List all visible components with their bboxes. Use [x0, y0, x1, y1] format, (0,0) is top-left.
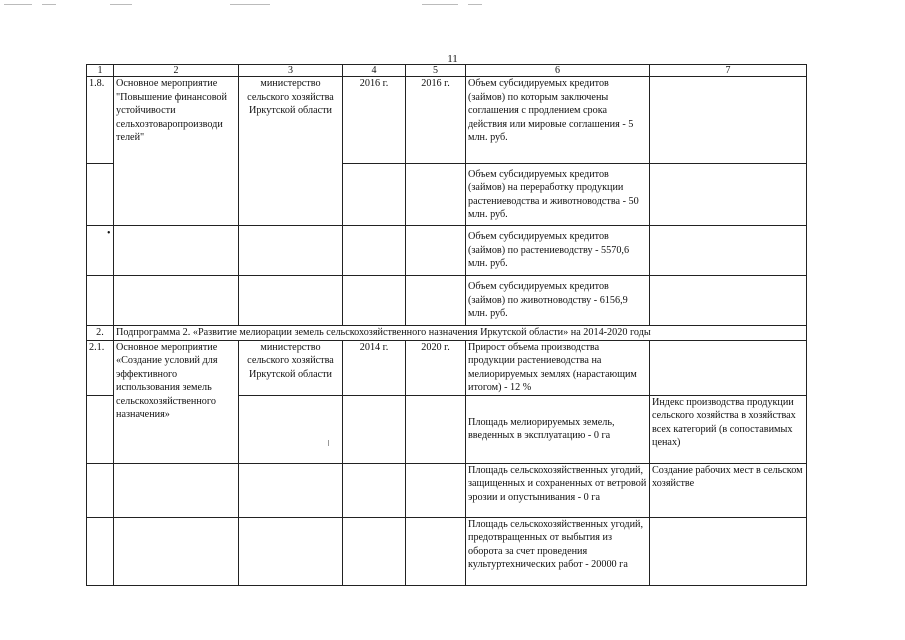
header-cell: 2 [114, 65, 239, 77]
table-row [87, 340, 807, 395]
indicator: Объем субсидируемых кредитов (займов) на переработку продукции растениеводства и животноводства - 50 млн. руб. [466, 164, 650, 226]
indicator: Объем субсидируемых кредитов (займов) по растениеводству - 5570,6 млн. руб. [466, 226, 650, 276]
table-row [87, 276, 807, 326]
target-cell: Создание рабочих мест в сельском хозяйстве [650, 463, 807, 517]
header-cell: 6 [466, 65, 650, 77]
subprogram-row [87, 326, 807, 341]
header-cell: 1 [87, 65, 114, 77]
scan-dot-artifact: • [107, 228, 111, 239]
indicator: Объем субсидируемых кредитов (займов) по которым заключены соглашения с продлением срока действия или мировые соглашения - 5 млн. руб. [466, 77, 650, 164]
indicator: Прирост объема производства продукции растениеводства на мелиорируемых землях (нарастающим итогом) - 12 % [466, 340, 650, 395]
table-row [87, 77, 807, 164]
table-row [87, 226, 807, 276]
target-cell: Индекс производства продукции сельского хозяйства в хозяйствах всех категорий (в сопоставимых ценах) [650, 395, 807, 463]
header-cell: 3 [239, 65, 343, 77]
row-number: 2. [87, 326, 114, 341]
indicator: Объем субсидируемых кредитов (займов) по животноводству - 6156,9 млн. руб. [466, 276, 650, 326]
indicator: Площадь сельскохозяйственных угодий, защищенных и сохраненных от ветровой эрозии и опустынивания - 0 га [466, 463, 650, 517]
subprogram-title: Подпрограмма 2. «Развитие мелиорации земель сельскохозяйственного назначения Иркутской области» на 2014-2020 годы [114, 326, 807, 341]
start-year: 2014 г. [343, 340, 406, 395]
end-year: 2020 г. [406, 340, 466, 395]
end-year: 2016 г. [406, 77, 466, 164]
target-cell [650, 77, 807, 164]
table-row [87, 517, 807, 585]
start-year: 2016 г. [343, 77, 406, 164]
header-cell: 7 [650, 65, 807, 77]
executor: министерство сельского хозяйства Иркутской области [239, 340, 343, 395]
row-number: 1.8. [87, 77, 114, 164]
indicator: Площадь сельскохозяйственных угодий, предотвращенных от выбытия из оборота за счет проведения культуртехнических работ - 20000 га [466, 517, 650, 585]
header-row [87, 65, 807, 77]
executor: министерство сельского хозяйства Иркутской области [239, 77, 343, 226]
header-cell: 5 [406, 65, 466, 77]
header-cell: 4 [343, 65, 406, 77]
program-events-table [86, 64, 807, 586]
scan-mark-artifact [328, 440, 329, 446]
event-name: Основное мероприятие "Повышение финансовой устойчивости сельхозтоваропроизводи телей" [114, 77, 239, 226]
table-row [87, 463, 807, 517]
page-number: 11 [447, 53, 458, 65]
scan-artifact-dashes [0, 4, 905, 8]
indicator: Площадь мелиорируемых земель, введенных в эксплуатацию - 0 га [466, 395, 650, 463]
event-name: Основное мероприятие «Создание условий для эффективного использования земель сельскохозяйственного назначения» [114, 340, 239, 463]
row-number: 2.1. [87, 340, 114, 395]
